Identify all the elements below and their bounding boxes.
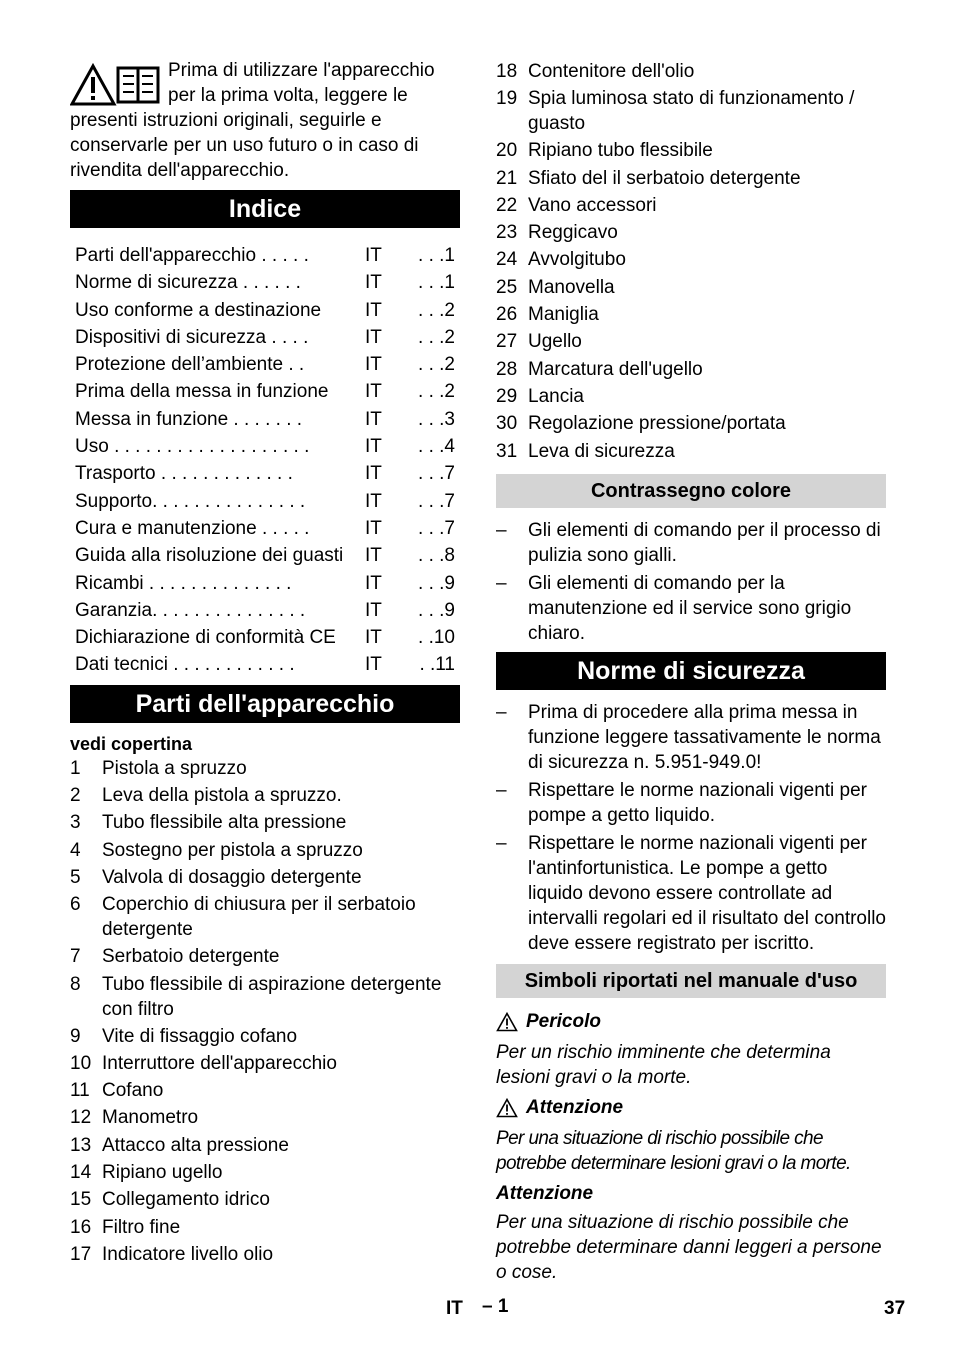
toc-row — [70, 624, 460, 651]
item-text: Marcatura dell'ugello — [528, 358, 703, 380]
safety-list — [496, 700, 886, 956]
item-number: 14 — [70, 1162, 92, 1184]
list-item — [496, 301, 886, 328]
list-item — [496, 383, 886, 410]
toc-title: Trasporto . . . . . . . . . . . . . — [75, 463, 293, 485]
pericolo-label: Pericolo — [526, 1010, 601, 1032]
item-text: Manometro — [102, 1107, 199, 1129]
bullet-dash: – — [496, 572, 507, 594]
toc-lang: IT — [365, 272, 382, 294]
list-item — [70, 1077, 460, 1104]
toc-page: . .11 — [419, 654, 455, 676]
toc-lang: IT — [365, 381, 382, 403]
toc-title: Dispositivi di sicurezza . . . . — [75, 326, 309, 348]
item-text: Valvola di dosaggio detergente — [102, 866, 362, 888]
toc-row — [70, 269, 460, 296]
item-text: Serbatoio detergente — [102, 946, 280, 968]
list-item — [70, 1241, 460, 1268]
table-of-contents — [70, 242, 460, 679]
toc-lang: IT — [365, 490, 382, 512]
list-item — [70, 1104, 460, 1131]
toc-page: . . .1 — [418, 272, 455, 294]
toc-page: . . .2 — [418, 354, 455, 376]
toc-row — [70, 570, 460, 597]
toc-title: Protezione dell’ambiente . . — [75, 354, 305, 376]
right-column — [496, 58, 886, 1285]
item-text: Leva di sicurezza — [528, 440, 675, 462]
footer-page-local: – 1 — [482, 1296, 509, 1317]
toc-page: . . .3 — [418, 408, 455, 430]
list-item — [496, 85, 886, 137]
item-number: 12 — [70, 1107, 92, 1129]
toc-lang: IT — [365, 572, 382, 594]
list-item — [70, 1186, 460, 1213]
item-text: Indicatore livello olio — [102, 1243, 274, 1265]
item-text: Contenitore dell'olio — [528, 61, 695, 82]
bullet-dash: – — [496, 519, 507, 541]
list-item — [496, 246, 886, 273]
list-item — [496, 274, 886, 301]
item-text: Maniglia — [528, 304, 599, 326]
list-item — [496, 328, 886, 355]
toc-page: . . .2 — [418, 326, 455, 348]
item-text: Leva della pistola a spruzzo. — [102, 785, 342, 807]
list-item — [496, 410, 886, 437]
toc-lang: IT — [365, 326, 382, 348]
intro-text: Prima di utilizzare l'apparecchio per la prima volta, leggere le presenti istruzioni originali, seguirle e conservarle per un uso futuro o in caso di rivendita dell'apparecchio. — [70, 60, 435, 181]
toc-lang: IT — [365, 599, 382, 621]
toc-title: Prima della messa in funzione — [75, 381, 329, 403]
warning-triangle-icon — [496, 1012, 518, 1032]
toc-title: Dati tecnici . . . . . . . . . . . . — [75, 654, 295, 676]
item-number: 1 — [70, 757, 81, 779]
item-text: Filtro fine — [102, 1216, 181, 1238]
item-number: 22 — [496, 194, 518, 216]
list-item — [496, 438, 886, 465]
item-number: 9 — [70, 1025, 81, 1047]
item-text: Ripiano tubo flessibile — [528, 140, 713, 162]
list-item — [70, 891, 460, 943]
list-item — [70, 809, 460, 836]
item-text: Regolazione pressione/portata — [528, 413, 786, 435]
item-number: 28 — [496, 358, 518, 380]
item-text: Sfiato del il serbatoio detergente — [528, 167, 801, 189]
item-number: 8 — [70, 973, 81, 995]
bullet-item — [496, 778, 886, 828]
list-item — [70, 1214, 460, 1241]
item-number: 7 — [70, 946, 81, 968]
toc-page: . . .7 — [418, 517, 455, 539]
toc-title: Guida alla risoluzione dei guasti — [75, 545, 344, 567]
bullet-text: Prima di procedere alla prima messa in funzione leggere tassativamente le norma di sicurezza n. 5.951-949.0! — [528, 701, 881, 773]
toc-lang: IT — [365, 654, 382, 676]
toc-row — [70, 378, 460, 405]
toc-row — [70, 297, 460, 324]
list-item — [70, 837, 460, 864]
bullet-dash: – — [496, 701, 507, 723]
intro-block — [70, 58, 460, 183]
left-column — [70, 58, 460, 1268]
item-number: 31 — [496, 440, 518, 462]
list-item — [70, 971, 460, 1023]
attenzione-plain-label: Attenzione — [496, 1182, 594, 1204]
list-item — [496, 165, 886, 192]
toc-row — [70, 242, 460, 269]
list-item — [70, 1023, 460, 1050]
toc-page: . .10 — [418, 627, 455, 649]
item-text: Lancia — [528, 385, 584, 407]
toc-title: Norme di sicurezza . . . . . . — [75, 272, 301, 294]
list-item — [70, 782, 460, 809]
item-text: Pistola a spruzzo — [102, 757, 247, 779]
list-item — [70, 1159, 460, 1186]
toc-page: . . .8 — [418, 545, 455, 567]
parts-list-right — [496, 58, 886, 465]
toc-lang: IT — [365, 408, 382, 430]
toc-lang: IT — [365, 627, 382, 649]
bullet-text: Gli elementi di comando per la manutenzione ed il service sono grigio chiaro. — [528, 572, 852, 644]
item-number: 16 — [70, 1216, 92, 1238]
item-number: 5 — [70, 866, 81, 888]
item-number: 29 — [496, 385, 518, 407]
list-item — [70, 864, 460, 891]
item-text: Sostegno per pistola a spruzzo — [102, 839, 363, 861]
list-item — [70, 943, 460, 970]
safety-heading: Norme di sicurezza — [496, 652, 886, 690]
item-number: 27 — [496, 331, 518, 353]
list-item — [496, 137, 886, 164]
list-item — [70, 755, 460, 782]
item-text: Cofano — [102, 1080, 164, 1102]
parts-list-left — [70, 755, 460, 1268]
toc-title: Ricambi . . . . . . . . . . . . . . — [75, 572, 292, 594]
bullet-dash: – — [496, 832, 507, 854]
parts-subtitle: vedi copertina — [70, 733, 193, 754]
item-number: 30 — [496, 413, 518, 435]
item-text: Vano accessori — [528, 194, 657, 216]
toc-row — [70, 597, 460, 624]
toc-lang: IT — [365, 436, 382, 458]
list-item — [496, 356, 886, 383]
item-text: Ugello — [528, 331, 582, 353]
toc-row — [70, 460, 460, 487]
toc-title: Messa in funzione . . . . . . . — [75, 408, 303, 430]
toc-row — [70, 433, 460, 460]
pericolo-text: Per un rischio imminente che determina lesioni gravi o la morte. — [496, 1041, 831, 1088]
bullet-text: Rispettare le norme nazionali vigenti per l'antinfortunistica. Le pompe a getto liquido devono essere controllate ad intervalli regolari ed il risultato del controllo deve essere registrato per iscritto. — [528, 832, 887, 954]
toc-lang: IT — [365, 245, 382, 266]
item-number: 15 — [70, 1189, 92, 1211]
item-text: Tubo flessibile di aspirazione detergente con filtro — [102, 973, 442, 1020]
bullet-dash: – — [496, 779, 507, 801]
item-text: Avvolgitubo — [528, 249, 626, 271]
item-number: 23 — [496, 222, 518, 244]
toc-page: . . .2 — [418, 381, 455, 403]
item-number: 3 — [70, 812, 81, 834]
toc-row — [70, 488, 460, 515]
footer-page-number: 37 — [884, 1298, 906, 1319]
toc-page: . . .2 — [418, 299, 455, 321]
item-text: Reggicavo — [528, 222, 618, 244]
item-number: 26 — [496, 304, 518, 326]
toc-page: . . .4 — [418, 436, 455, 458]
item-number: 2 — [70, 785, 81, 807]
toc-title: Uso conforme a destinazione — [75, 299, 322, 321]
pericolo-label-row — [496, 1010, 886, 1034]
toc-lang: IT — [365, 517, 382, 539]
toc-row — [70, 351, 460, 378]
toc-lang: IT — [365, 463, 382, 485]
toc-row — [70, 542, 460, 569]
item-number: 20 — [496, 140, 518, 162]
attenzione-plain-text: Per una situazione di rischio possibile che potrebbe determinare danni leggeri a persone o cose. — [496, 1211, 882, 1283]
bullet-item — [496, 831, 886, 956]
warning-triangle-icon — [496, 1098, 518, 1118]
toc-page: . . .9 — [418, 599, 455, 621]
item-text: Attacco alta pressione — [102, 1134, 289, 1156]
colors-list — [496, 518, 886, 646]
item-number: 13 — [70, 1134, 92, 1156]
toc-title: Uso . . . . . . . . . . . . . . . . . . . — [75, 436, 310, 458]
toc-row — [70, 651, 460, 678]
toc-page: . . .1 — [418, 245, 455, 266]
item-number: 25 — [496, 276, 518, 298]
item-text: Spia luminosa stato di funzionamento / guasto — [528, 88, 855, 135]
item-text: Manovella — [528, 276, 615, 298]
colors-heading: Contrassegno colore — [496, 474, 886, 508]
attenzione-label-row — [496, 1096, 886, 1120]
toc-lang: IT — [365, 299, 382, 321]
item-number: 11 — [70, 1080, 90, 1102]
item-number: 24 — [496, 249, 518, 271]
item-text: Interruttore dell'apparecchio — [102, 1052, 337, 1074]
toc-row — [70, 406, 460, 433]
item-number: 6 — [70, 894, 81, 916]
warning-manual-icon — [70, 62, 162, 108]
bullet-text: Gli elementi di comando per il processo di pulizia sono gialli. — [528, 519, 881, 566]
index-heading: Indice — [70, 190, 460, 228]
list-item — [70, 1050, 460, 1077]
item-number: 10 — [70, 1052, 92, 1074]
toc-lang: IT — [365, 354, 382, 376]
item-number: 21 — [496, 167, 518, 189]
toc-title: Supporto. . . . . . . . . . . . . . . — [75, 490, 306, 512]
toc-row — [70, 324, 460, 351]
toc-lang: IT — [365, 545, 382, 567]
item-text: Vite di fissaggio cofano — [102, 1025, 298, 1047]
list-item — [70, 1132, 460, 1159]
item-text: Collegamento idrico — [102, 1189, 270, 1211]
item-text: Coperchio di chiusura per il serbatoio detergente — [102, 894, 416, 941]
list-item — [496, 192, 886, 219]
item-number: 19 — [496, 88, 518, 110]
item-text: Tubo flessibile alta pressione — [102, 812, 347, 834]
toc-page: . . .7 — [418, 463, 455, 485]
item-number: 17 — [70, 1243, 92, 1265]
toc-title: Dichiarazione di conformità CE — [75, 627, 336, 649]
toc-title: Cura e manutenzione . . . . . — [75, 517, 310, 539]
attenzione-text: Per una situazione di rischio possibile che potrebbe determinare lesioni gravi o la morte. — [496, 1127, 851, 1174]
footer-lang: IT — [446, 1298, 463, 1319]
symbols-heading: Simboli riportati nel manuale d'uso — [496, 964, 886, 998]
bullet-text: Rispettare le norme nazionali vigenti per pompe a getto liquido. — [528, 779, 868, 826]
bullet-item — [496, 700, 886, 775]
attenzione-label: Attenzione — [526, 1096, 624, 1118]
item-text: Ripiano ugello — [102, 1162, 223, 1184]
item-number: 18 — [496, 61, 518, 82]
toc-page: . . .7 — [418, 490, 455, 512]
list-item — [496, 219, 886, 246]
toc-page: . . .9 — [418, 572, 455, 594]
parts-heading: Parti dell'apparecchio — [70, 685, 460, 723]
item-number: 4 — [70, 839, 81, 861]
toc-row — [70, 515, 460, 542]
toc-title: Garanzia. . . . . . . . . . . . . . . — [75, 599, 306, 621]
list-item — [496, 58, 886, 85]
toc-title: Parti dell'apparecchio . . . . . — [75, 245, 309, 266]
bullet-item — [496, 571, 886, 646]
bullet-item — [496, 518, 886, 568]
